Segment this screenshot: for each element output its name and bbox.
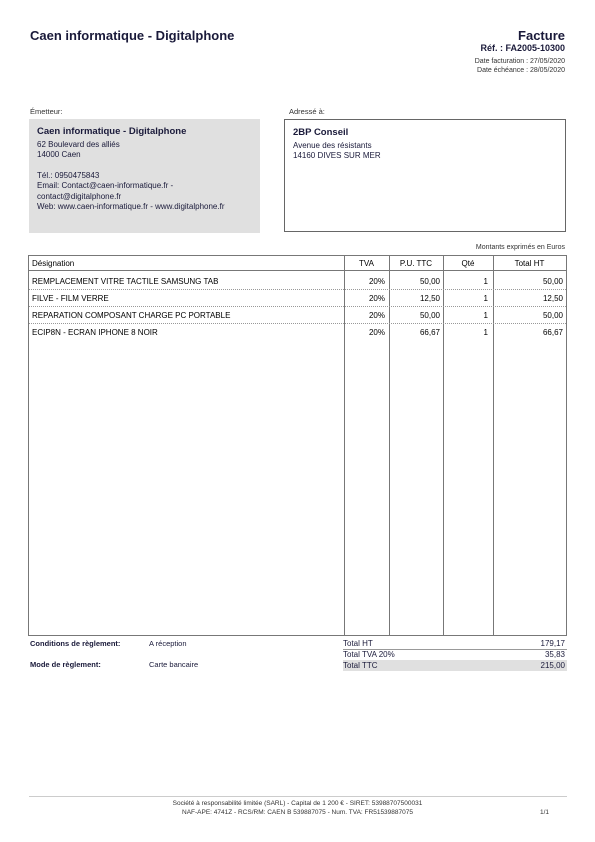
recipient-label: Adressé à: xyxy=(289,107,325,116)
table-header xyxy=(29,256,566,271)
invoice-date: Date facturation : 27/05/2020 xyxy=(474,58,565,65)
total-tva-label: Total TVA 20% xyxy=(343,650,395,659)
recipient-address-line1: Avenue des résistants xyxy=(293,140,372,150)
sender-web: Web: www.caen-informatique.fr - www.digitalphone.fr xyxy=(37,202,225,211)
total-ttc-value: 215,00 xyxy=(540,661,565,670)
sender-address-line1: 62 Boulevard des alliés xyxy=(37,139,120,149)
cell-unit-price: 12,50 xyxy=(419,294,440,303)
total-ht-label: Total HT xyxy=(343,639,373,648)
recipient-address-line2: 14160 DIVES SUR MER xyxy=(293,151,381,160)
cell-tva: 20% xyxy=(368,277,385,286)
footer-legal-line1: Société à responsabilité limitée (SARL) - Capital de 1 200 € - SIRET: 53988707500031 xyxy=(172,800,423,807)
total-ttc-label: Total TTC xyxy=(343,661,378,670)
invoice-lines-table xyxy=(28,255,567,636)
cell-designation: FILVE - FILM VERRE xyxy=(32,294,109,303)
header-quantity: Qté xyxy=(461,259,475,268)
cell-quantity: 1 xyxy=(483,328,488,337)
header-tva: TVA xyxy=(359,259,374,268)
payment-terms-label: Conditions de règlement: xyxy=(30,639,121,648)
cell-designation: ECIP8N - ECRAN IPHONE 8 NOIR xyxy=(32,328,158,337)
total-ht-value: 179,17 xyxy=(540,639,565,648)
footer-divider xyxy=(29,796,567,797)
sender-name: Caen informatique - Digitalphone xyxy=(37,126,187,137)
cell-total: 12,50 xyxy=(542,294,563,303)
sender-email-line1: Email: Contact@caen-informatique.fr - xyxy=(37,181,174,190)
sender-email-line2: contact@digitalphone.fr xyxy=(37,191,122,201)
cell-quantity: 1 xyxy=(483,277,488,286)
cell-total: 50,00 xyxy=(542,277,563,286)
sender-box xyxy=(29,119,260,233)
cell-total: 66,67 xyxy=(542,328,563,337)
payment-terms-value: A réception xyxy=(149,639,187,648)
total-ttc-row xyxy=(343,660,567,671)
sender-label: Émetteur: xyxy=(30,107,63,116)
cell-designation: REMPLACEMENT VITRE TACTILE SAMSUNG TAB xyxy=(32,277,219,286)
footer-legal-line2: NAF-APE: 4741Z - RCS/RM: CAEN B 539887075 - Num. TVA: FR51539887075 xyxy=(182,809,413,816)
due-date: Date échéance : 28/05/2020 xyxy=(477,67,565,74)
header-unit-price: P.U. TTC xyxy=(399,259,433,268)
cell-total: 50,00 xyxy=(542,311,563,320)
document-title: Facture xyxy=(518,28,565,43)
table-row xyxy=(29,324,566,340)
recipient-box xyxy=(284,119,566,232)
cell-unit-price: 66,67 xyxy=(419,328,440,337)
table-row xyxy=(29,273,566,290)
invoice-dates xyxy=(475,57,565,75)
currency-note: Montants exprimés en Euros xyxy=(475,244,565,251)
page-number: 1/1 xyxy=(539,809,549,816)
header-total: Total HT xyxy=(514,259,545,268)
cell-quantity: 1 xyxy=(483,294,488,303)
cell-quantity: 1 xyxy=(483,311,488,320)
cell-designation: REPARATION COMPOSANT CHARGE PC PORTABLE xyxy=(32,311,231,320)
header-designation: Désignation xyxy=(32,259,75,268)
payment-mode-label: Mode de règlement: xyxy=(30,660,101,669)
cell-tva: 20% xyxy=(368,328,385,337)
total-tva-row xyxy=(343,649,567,660)
company-name: Caen informatique - Digitalphone xyxy=(30,28,235,43)
table-row xyxy=(29,307,566,324)
cell-tva: 20% xyxy=(368,294,385,303)
recipient-name: 2BP Conseil xyxy=(293,127,349,138)
cell-unit-price: 50,00 xyxy=(419,277,440,286)
payment-mode-value: Carte bancaire xyxy=(149,660,199,669)
table-row xyxy=(29,290,566,307)
sender-address-line2: 14000 Caen xyxy=(37,150,81,159)
cell-unit-price: 50,00 xyxy=(419,311,440,320)
sender-phone: Tél.: 0950475843 xyxy=(37,170,100,180)
cell-tva: 20% xyxy=(368,311,385,320)
invoice-reference: Réf. : FA2005-10300 xyxy=(480,43,565,53)
total-tva-value: 35,83 xyxy=(544,650,565,659)
